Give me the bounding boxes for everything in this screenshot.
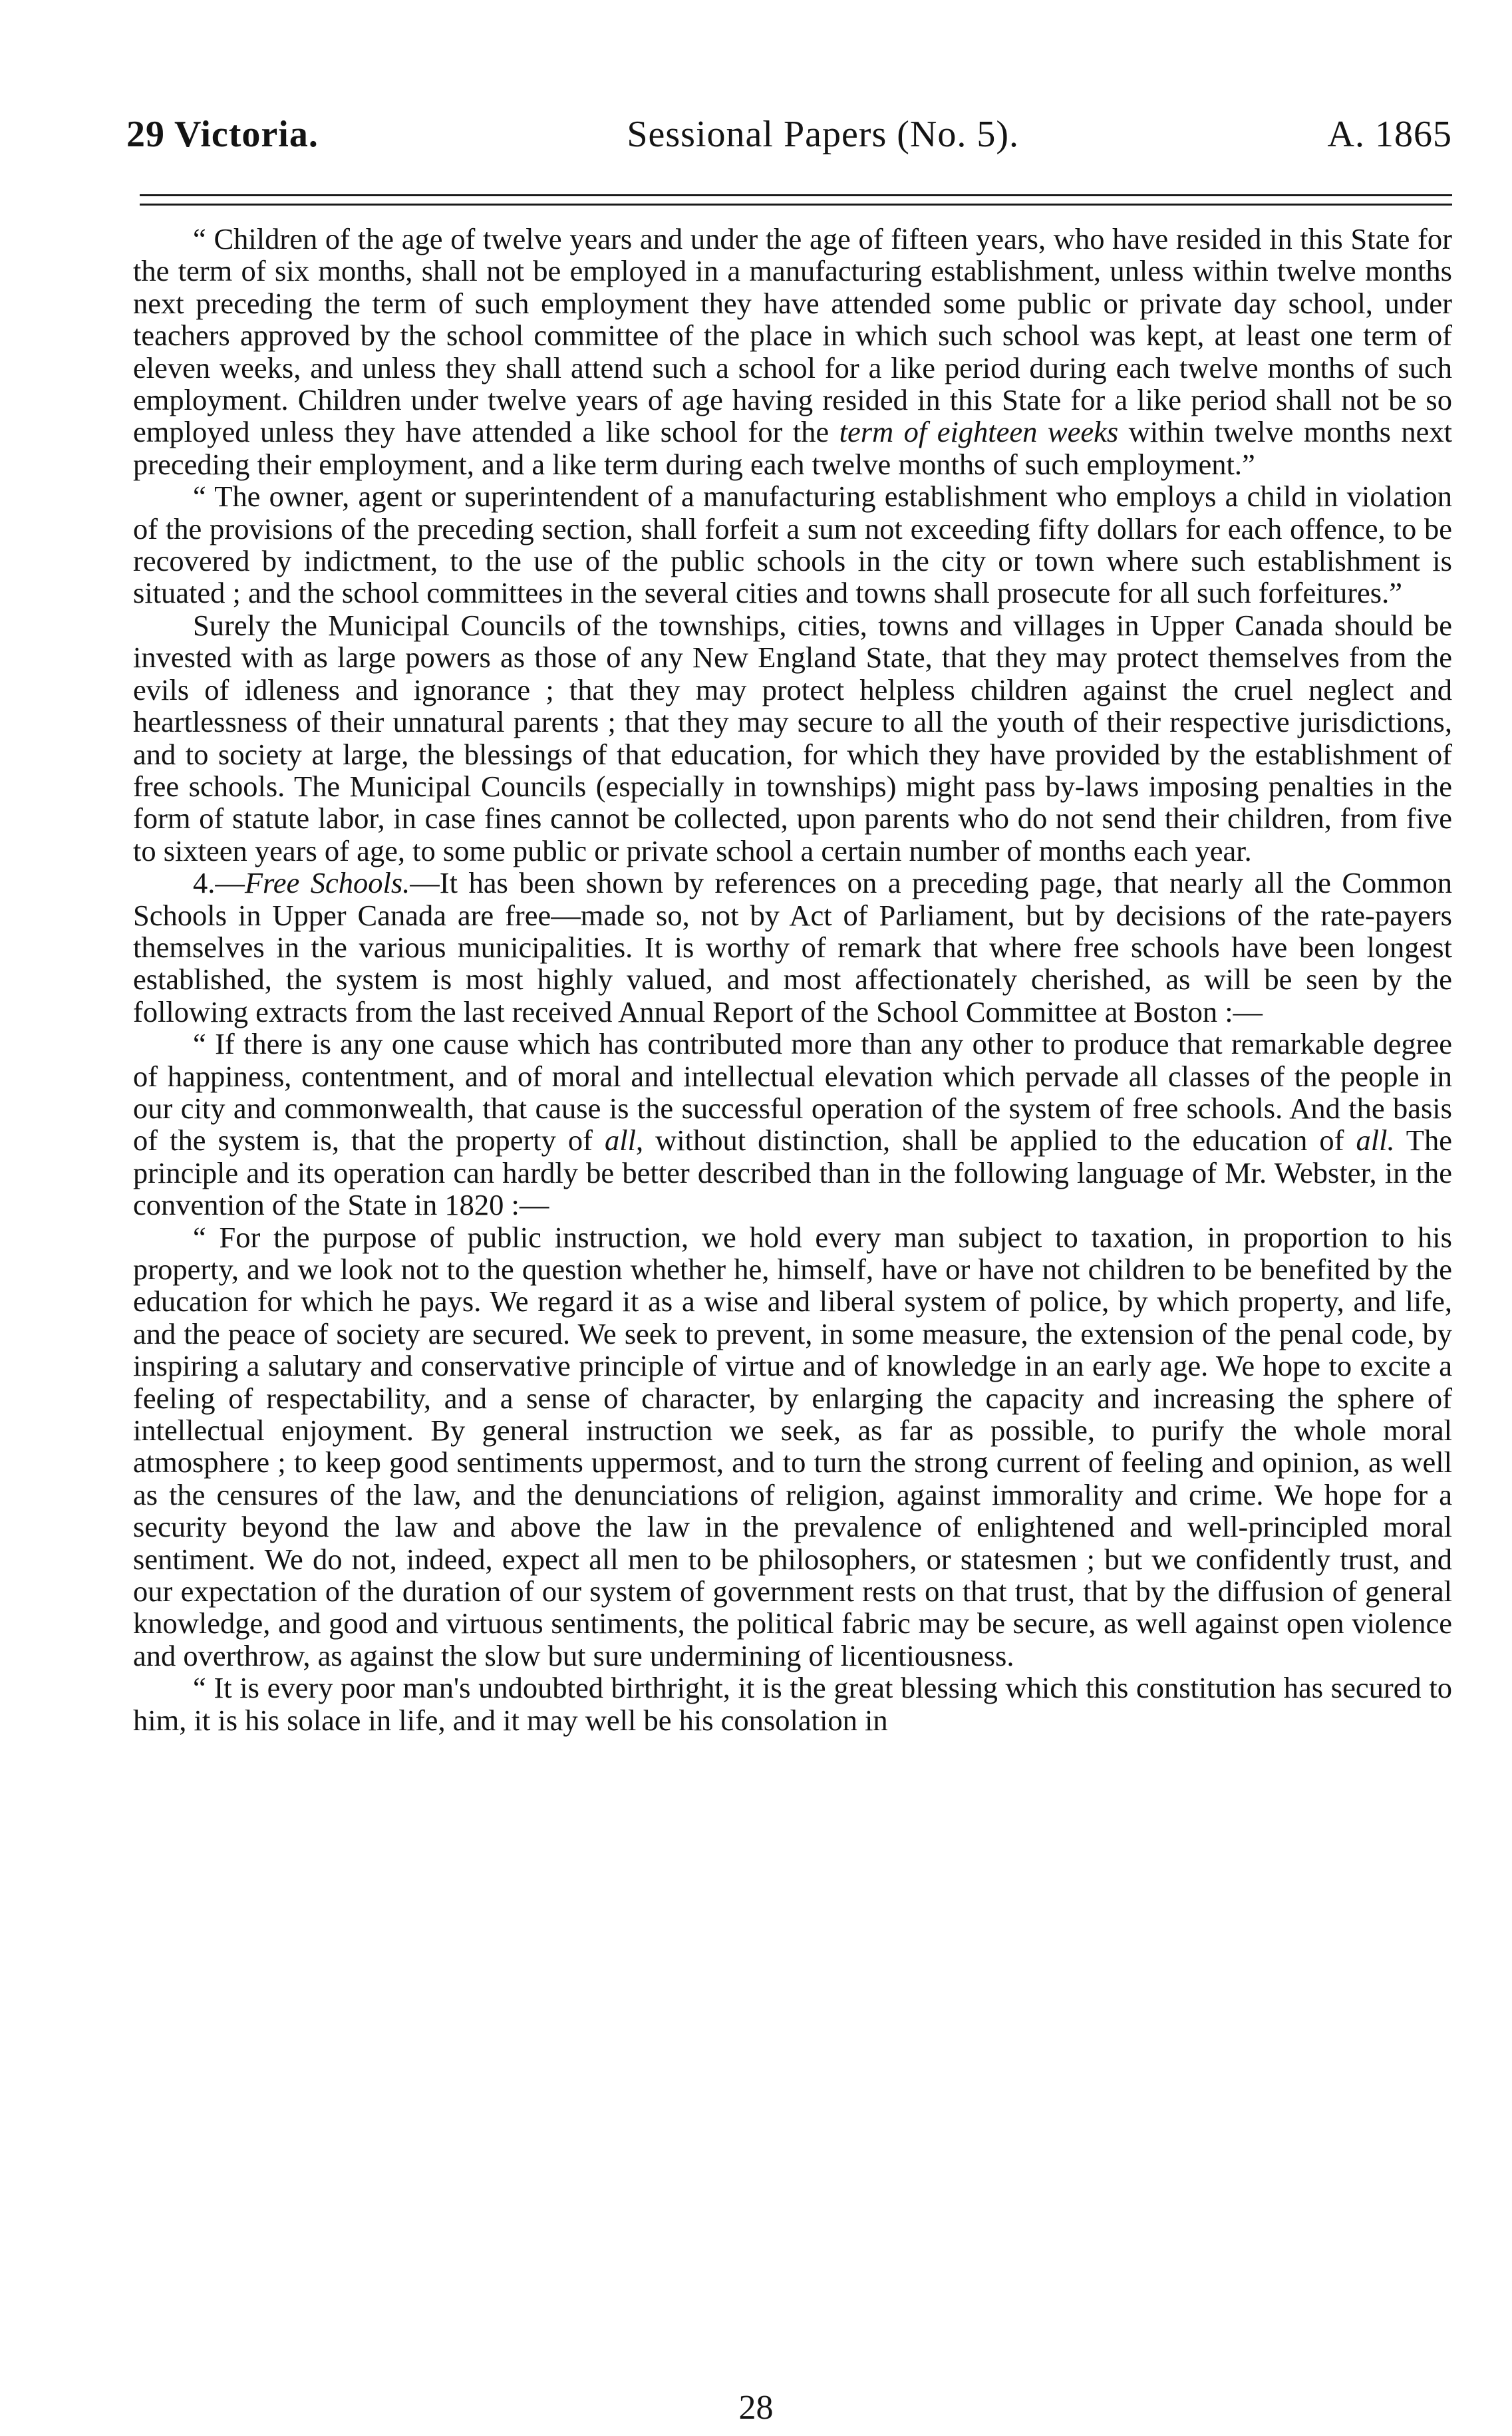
paragraph-7: “ It is every poor man's undoubted birthright, it is the great blessing which this constitution has secured to him, it is his solace in life, and it may well be his consolation in: [133, 1671, 1452, 1737]
header-year: A. 1865: [1327, 114, 1452, 155]
section-number: 4.—: [193, 866, 245, 900]
paragraph-4: [133, 867, 1452, 1028]
paragraph-1-text: “ Children of the age of twelve years and under the age of fifteen years, who have resided in this State for the term of six months, shall not be employed in a manufacturing establishment, unless within twelve months next preceding the term of such employment they have attended some public or private day school, under teachers approved by the school committee of the place in which such school was kept, at least one term of eleven weeks, and unless they shall attend such a school for a like period during each twelve months of such employment. Children under twelve years of age having resided in this State for a like period shall not be so employed unless they have attended a like school for the: [133, 222, 1452, 449]
paragraph-5: [133, 1028, 1452, 1221]
header-rule-bottom: [140, 204, 1452, 206]
paragraph-5-text-b: , without distinction, shall be applied to the education of: [636, 1124, 1356, 1157]
body-text: [133, 223, 1452, 1736]
paragraph-1-italic: term of eighteen weeks: [839, 415, 1119, 449]
header-rule-top: [140, 194, 1452, 196]
paragraph-1: [133, 223, 1452, 480]
paragraph-1-end: within twelve months next preceding their employment, and a like term during each twelve months of such employment.”: [133, 415, 1452, 481]
paragraph-5-italic-all-2: all.: [1356, 1124, 1395, 1157]
header-session: 29 Victoria.: [126, 114, 319, 155]
paragraph-4-text: —It has been shown by references on a preceding page, that nearly all the Common Schools in Upper Canada are free—made so, not by Act of Parliament, but by decisions of the rate-payers themselves in the various municipalities. It is worthy of remark that where free schools have been longest established, the system is most highly valued, and most affectionately cherished, as will be seen by the following extracts from the last received Annual Report of the School Committee at Boston :—: [133, 866, 1452, 1028]
paragraph-5-italic-all-1: all: [605, 1124, 636, 1157]
paragraph-5-text-a: “ If there is any one cause which has contributed more than any other to produce that remarkable degree of happiness, contentment, and of moral and intellectual elevation which pervade all classes of the people in our city and commonwealth, that cause is the successful operation of the system of free schools. And the basis of the system is, that the property of: [133, 1027, 1452, 1157]
header-title: Sessional Papers (No. 5).: [627, 114, 1019, 155]
page-number: 28: [738, 2389, 774, 2427]
section-heading: Free Schools.: [244, 866, 410, 900]
running-header: [126, 113, 1452, 166]
paragraph-5-text-c: The principle and its operation can hardly be better described than in the following language of Mr. Webster, in the convention of the State in 1820 :—: [133, 1124, 1452, 1222]
paragraph-6: “ For the purpose of public instruction, we hold every man subject to taxation, in proportion to his property, and we look not to the question whether he, himself, have or have not children to be benefited by the education for which he pays. We regard it as a wise and liberal system of police, by which property, and life, and the peace of society are secured. We seek to prevent, in some measure, the extension of the penal code, by inspiring a salutary and conservative principle of virtue and of knowledge in an early age. We hope to excite a feeling of respectability, and a sense of character, by enlarging the capacity and increasing the sphere of intellectual enjoyment. By general instruction we seek, as far as possible, to purify the whole moral atmosphere ; to keep good sentiments uppermost, and to turn the strong current of feeling and opinion, as well as the censures of the law, and the denunciations of religion, against immorality and crime. We hope for a security beyond the law and above the law in the prevalence of enlightened and well-principled moral sentiment. We do not, indeed, expect all men to be philosophers, or statesmen ; but we confidently trust, and our expectation of the duration of our system of government rests on that trust, that by the diffusion of general knowledge, and good and virtuous sentiments, the political fabric may be secure, as well against open violence and overthrow, as against the slow but sure undermining of licentiousness.: [133, 1220, 1452, 1672]
paragraph-3: Surely the Municipal Councils of the townships, cities, towns and villages in Upper Canada should be invested with as large powers as those of any New England State, that they may protect themselves from the evils of idleness and ignorance ; that they may protect helpless children against the cruel neglect and heartlessness of their unnatural parents ; that they may secure to all the youth of their respective jurisdictions, and to society at large, the blessings of that education, for which they have provided by the establishment of free schools. The Municipal Councils (especially in townships) might pass by-laws imposing penalties in the form of statute labor, in case fines cannot be collected, upon parents who do not send their children, from five to sixteen years of age, to some public or private school a certain number of months each year.: [133, 608, 1452, 867]
paragraph-2: “ The owner, agent or superintendent of a manufacturing establishment who employs a child in violation of the provisions of the preceding section, shall forfeit a sum not exceeding fifty dollars for each offence, to be recovered by indictment, to the use of the public schools in the city or town where such establishment is situated ; and the school committees in the several cities and towns shall prosecute for all such forfeitures.”: [133, 480, 1452, 610]
